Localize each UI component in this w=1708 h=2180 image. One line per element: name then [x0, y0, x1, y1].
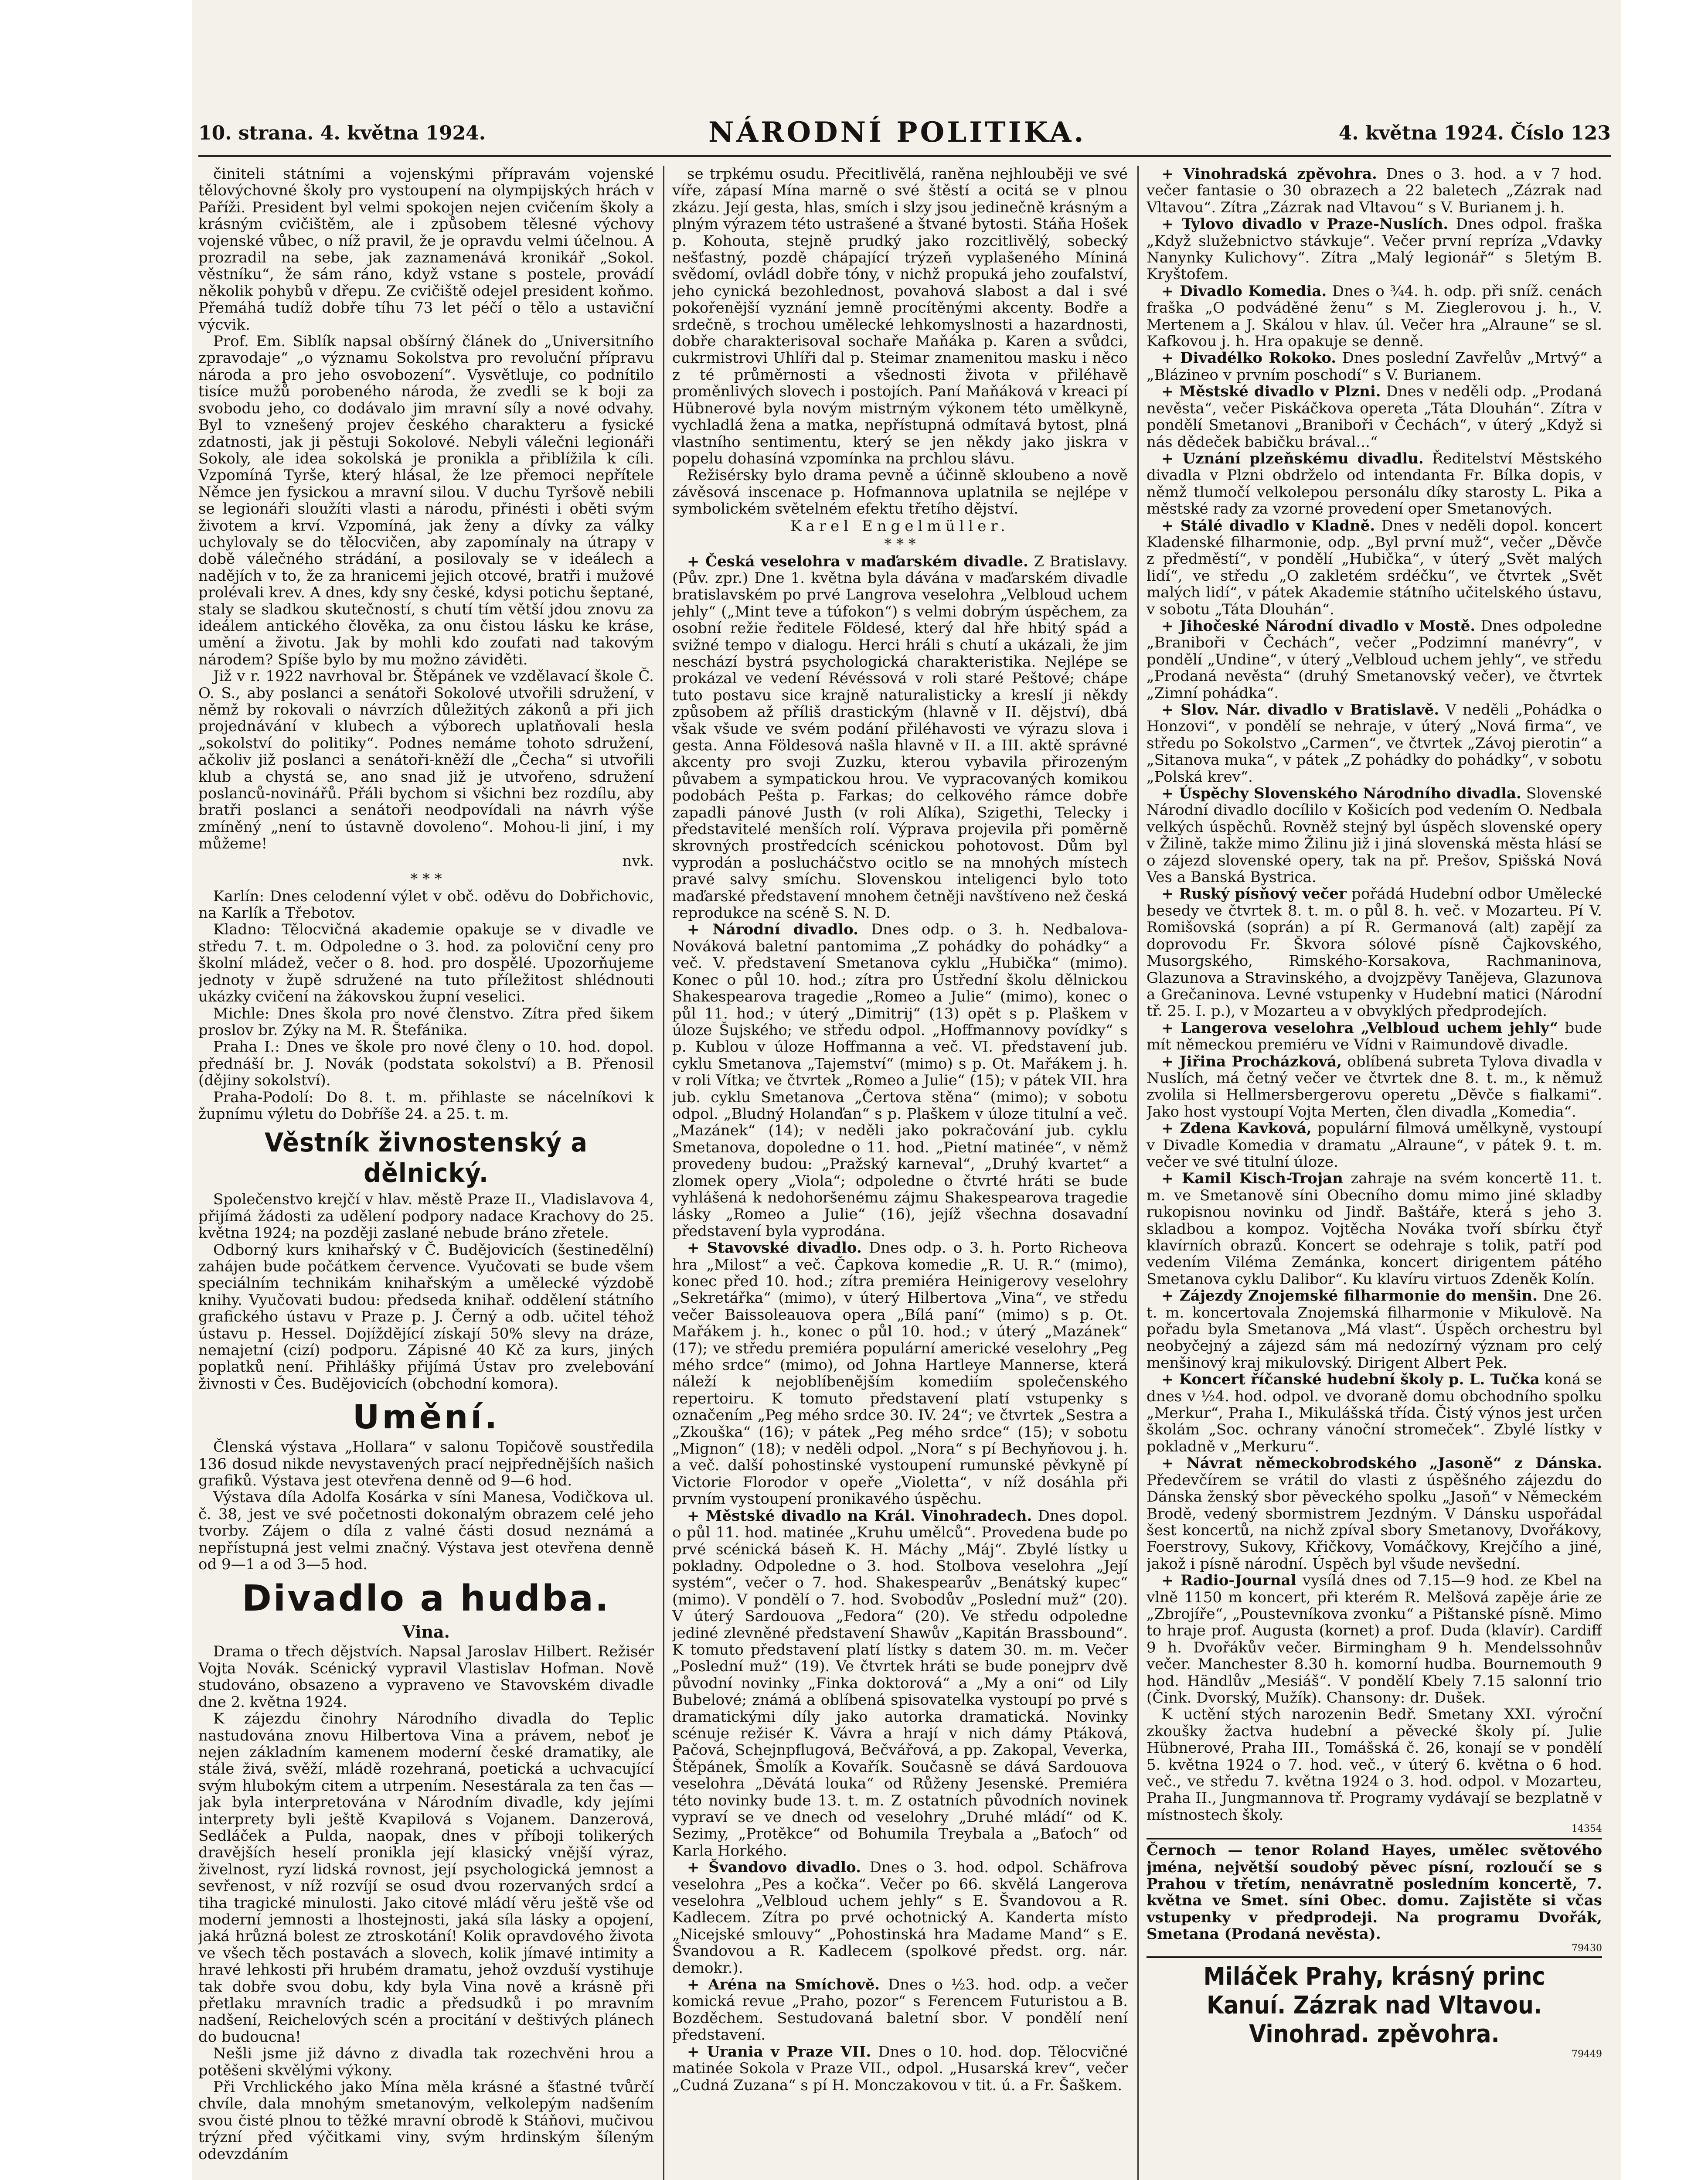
page-number-date: 10. strana. 4. května 1924.: [198, 122, 486, 144]
music-item: [1147, 1020, 1602, 1053]
item-text: Dnes odpoledne „Braniboři v Čechách“, večer „Podzimní manévry“, v pondělí „Undine“, v úterý „Velbloud uchem jehly“, ve středu „Prodaná nevěsta“ (druhý Smetanovský večer), ve čtvrtek „Zimní pohádka“.: [1147, 617, 1602, 702]
theatre-item: [1147, 166, 1602, 216]
item-text: Dnes odp. o 3. h. Porto Richeova hra „Milost“ a več. Čapkova komedie „R. U. R.“ (mimo), konec před 10. hod.; zítra premiéra Heinigerovy veselohry „Sekretářka“ (mimo), v úterý Hilbertova „Vina“, ve středu večer Baissoleauova opera „Bílá paní“ (mimo) s p. Ot. Mařákem j. h., konec o půl 10. hod.; v úterý „Mazánek“ (17); ve středu premiéra populární americké veselohry „Peg mého srdce“ (mimo), od Johna Hartleye Mannerse, která náleží k nejoblíbenějším komediím společenského repertoiru. K tomuto představení platí vstupenky s označením „Peg mého srdce 30. IV. 24“; ve čtvrtek „Sestra a „Zkouška“ (16); v pátek „Peg mého srdce“ (15); v sobotu „Mignon“ (18); v neděli odpol. „Nora“ s pí Bechyňovou j. h. a več. další pohostinské vystoupení rumunské pěvkyně pí Victorie Florodor v opeře „Violetta“, v níž dosáhla při prvním vystoupení pronikavého úspěchu.: [672, 1239, 1128, 1508]
theatre-item: [1147, 283, 1602, 350]
ad-code: 79449: [1572, 2048, 1602, 2060]
theatre-item: [672, 553, 1128, 922]
scan-margin-right: [1621, 0, 1708, 2180]
item-text: Dnes o 3. hod. a v 7 hod. večer fantasie o 30 obrazech a 22 baletech „Zázrak nad Vltavou“. Zítra „Zázrak nad Vltavou“ s V. Burianem j. h.: [1147, 166, 1602, 216]
item-heading: + Langerova veselohra „Velbloud uchem jehly“: [1161, 1019, 1558, 1037]
article-paragraph: Prof. Em. Siblík napsal obšírný článek do „Universitního zpravodaje“ „o významu Sokolstva pro revoluční přípravu národa a pro jeho osvobození“. Vysvětluje, co podnítilo tisíce mužů porobeného národa, že zvedli se k boji za svobodu jeho, co dodávalo jim mravní síly a nové odvahy. Byl to vznešený projev českého charakteru a fysické zdatnosti, jak ji pěstuji Sokolové. Nebyli válečni legionáři Sokoly, ale idea sokolská je pronikla a přiblížila k cíli. Vzpomíná Tyrše, který hlásal, že lze přemoci nepřítele Němce jen fysickou a mravní silou. V duchu Tyršově nebili se legionáři sloužíti vlasti a národu, přinésti i oběti svým životem a krví. Vzpomíná, jak ženy a dívky za války uchylovaly se do tělocvičen, aby zapomínaly na útrapy v době válečného strádání, a posilovaly se v ideálech a nadějích v to, že za hranicemi jejich otcové, bratři i mužové prolévali krev. A dnes, kdy sny české, kdysi potichu šeptané, staly se sladkou skutečností, s chutí tím větší jdou znovu za ideálem antického člověka, za onu čistou lásku ke kráse, umění a životu. Jak by mohli kdo zoufati nad takovým národem? Spíše bylo by mu možno záviděti.: [198, 333, 654, 668]
review-paragraph: se trpkému osudu. Přecitlivělá, raněna nejhlouběji ve své víře, zápasí Mína marně o své štěstí a ocitá se v plnou zkázu. Její gesta, hlas, smích i slzy jsou jedinečně krásným a plným výrazem této ustrašené a štvané bytosti. Stáňa Hošek p. Kohouta, stejně prudký jako rozcitlivělý, sobecký nešťastný, pozdě chápající trýzeň vyplašeného Míniná svědomí, ovládl dobře tóny, v nichž propuká jeho zoufalství, jeho cynická bezohlednost, povahová slabost a dal i své pokořenější vyznání jemně procítěnými akcenty. Bodře a srdečně, s trochou umělecké lehkomyslnosti a hazardnosti, dobře charakterisoval sochaře Maňáka p. Karen a svůdci, cukrmistrovi Uhlíři dal p. Steimar znamenitou masku i něco z té průměrnosti a všednosti života v přiléhavě proměnlivých slovech i postojích. Paní Maňáková v kreaci pí Hübnerové byla novým mistrným výkonem této umělkyně, vychladlá žena a matka, nepřístupná odmítavá bytost, plná vlastního sentimentu, který se jen někdy jako jiskra v popelu dohasíná vzpomínka na prchlou slávu.: [672, 166, 1128, 467]
item-heading: + Městské divadlo na Král. Vinohradech.: [687, 1507, 1032, 1525]
item-text: Dnes poslední Zavřelův „Mrtvý“ a „Blázineo v prvním poschodí“ s V. Burianem.: [1147, 349, 1602, 384]
item-text: Dnes odp. o 3. h. Nedbalova-Nováková baletní pantomima „Z pohádky do pohádky“ a več. V. představení Smetanova cyklu „Hubička“ (mimo). Konec o půl 10. hod.; zítra pro Ústřední školu dělnickou Shakespearova tragedie „Romeo a Julie“ (mimo), konec o půl 11. hod.; v úterý „Dimitrij“ (13) opět s p. Plaškem v úloze Šujského; ve středu odpol. „Hoffmannovy povídky“ s p. Kublou v úloze Hoffmanna a več. VI. představení jub. cyklu Smetanova „Tajemství“ (mimo) s p. Ot. Mařákem j. h. v roli Vítka; ve čtvrtek „Romeo a Julie“ (15); v pátek VII. hra jub. cyklu Smetanova „Čertova stěna“ (mimo); v sobotu odpol. „Bludný Holanďan“ s p. Plaškem v úloze titulní a več. „Mazánek“ (14); v neděli jako pokračování jub. cyklu Smetanova, dopoledne o 11. hod. „Pietní matinée“, v němž provedeny budou: „Pražský karneval“, „Druhý kvartet“ a zlomek opery „Viola“; odpoledne o čtvrté hráti se bude vyhlášená k nedohoršenému zájmu Shakespearova tragedie lásky „Romeo a Julie“ (16), jejíž všechna dosavadní představení byla vyprodána.: [672, 921, 1128, 1240]
item-heading: + Divadélko Rokoko.: [1161, 349, 1337, 367]
theatre-item: [1147, 785, 1602, 886]
item-heading: + Koncert říčanské hudební školy p. L. Tučka: [1161, 1371, 1540, 1389]
column-3: [1147, 166, 1602, 2180]
item-heading: + Uznání plzeňskému divadlu.: [1161, 450, 1424, 467]
sokol-notice: Praha-Podolí: Do 8. t. m. přihlaste se nácelníkovi k župnímu výletu do Dobříše 24. a 25. t. m.: [198, 1088, 654, 1123]
theatre-item: [672, 1240, 1128, 1508]
music-item: [1147, 1572, 1602, 1706]
item-heading: + Radio-Journal: [1161, 1572, 1296, 1590]
theatre-item: [672, 1859, 1128, 1976]
music-item: [1147, 886, 1602, 1019]
theatre-item: [1147, 618, 1602, 702]
section-separator: * * *: [410, 870, 442, 888]
column-2: [672, 166, 1128, 2180]
item-text: populární filmová umělkyně, vystoupí v Divadle Komedia v dramatu „Alraune“, v pátek 9. t. m. večer ve své titulní úloze.: [1147, 1120, 1602, 1171]
section-heading-vestnik: Věstník živnostenský a dělnický.: [264, 1127, 588, 1189]
section-separator: * * *: [884, 535, 916, 553]
item-heading: + Stálé divadlo v Kladně.: [1161, 517, 1375, 535]
concert-ad-text: Černoch — tenor Roland Hayes, umělec světového jména, největší soudobý pěvec písní, rozloučí se s Prahou v třetím, nenávratně posledním koncertě, 7. května ve Smet. síni Obec. domu. Zajistěte si včas vstupenky v předprodeji. Na programu Dvořák, Smetana (Prodaná nevěsta).: [1147, 1842, 1602, 1943]
theatre-item: [1147, 383, 1602, 450]
item-text: V neděli „Pohádka o Honzovi“, v pondělí se nehraje, v úterý „Nová firma“, ve středu po Sokolstvo „Carmen“, ve čtvrtek „Závoj pierotin“ a „Sitanova muka“, v pátek „Z pohádky do pohádky“, v sobotu „Polská krev“.: [1147, 701, 1602, 786]
sokol-notice: Michle: Dnes škola pro nové členstvo. Zítra před šikem proslov br. Zýky na M. R. Štefánika.: [198, 1005, 654, 1039]
review-paragraph: Drama o třech dějstvích. Napsal Jaroslav Hilbert. Režisér Vojta Novák. Scénický vypravil Vlastislav Hofman. Nově studováno, obsazeno a vypraveno ve Stavovském divadle dne 2. května 1924.: [198, 1643, 654, 1711]
ad-code: 79430: [1572, 1942, 1602, 1954]
item-text: Dnes odpol. fraška „Když služebnictvo stávkuje“. Večer první repríza „Vdavky Nanynky Kulichovy“. Zítra „Malý legionář“ s 5letým B. Kryštofem.: [1147, 215, 1602, 283]
item-heading: + Národní divadlo.: [687, 921, 859, 939]
music-item: [1147, 1120, 1602, 1170]
article-paragraph: Již v r. 1922 navrhoval br. Štěpánek ve vzdělavací škole Č. O. S., aby poslanci a senátoři Sokolové utvořili sdružení, v němž by rokovali o návrzích důležitých zákonů a při jich projednávání v klubech a výborech uplatňovali hesla „sokolství do politiky“. Podnes nemáme tohoto sdružení, ačkoliv již poslanci a senátoři-kněží dle „Čecha“ si utvořili klub a chystá se, ano snad již je utvořeno, sdružení poslanců-novinářů. Přáli bychom si všichni bez rozdílu, aby bratři poslanci a senátoři neodpovídali na návrh výše zmíněný „není to ústavně dovoleno“. Mohou-li jiní, i my můžeme!: [198, 668, 654, 853]
column-rule: [663, 166, 664, 2180]
theatre-item: [1147, 350, 1602, 383]
ad-code: 14354: [1572, 1823, 1602, 1835]
item-heading: + Úspěchy Slovenského Národního divadla.: [1161, 785, 1521, 803]
review-paragraph: Nešli jsme již dávno z divadla tak rozechvěni hrou a potěšeni skvělými výkony.: [198, 2045, 654, 2079]
item-text: bude mít německou premiéru ve Vídni v Raimundově divadle.: [1147, 1019, 1602, 1054]
trade-notice: Společenstvo krejčí v hlav. městě Praze II., Vladislavova 4, přijímá žádosti za udělení podpory nadace Krachovy do 25. května 1924; na později zaslané nebude bráno zřetele.: [198, 1191, 654, 1242]
music-item: [1147, 1288, 1602, 1371]
item-text: oblíbená subreta Tylova divadla v Nuslích, má četný večer ve čtvrtek dne 8. t. m., k němuž zvolila si Hellmersbergerovu operetu „Děvče s fialkami“. Jako host vystoupí Vojta Merten, člen divadla „Komedia“.: [1147, 1053, 1602, 1121]
item-text: Dnes dopol. o půl 11. hod. matinée „Kruhu umělců“. Provedena bude po prvé scénická báseň K. H. Máchy „Máj“. Zbylé lístky u pokladny. Odpoledne o 3. hod. Stolbova veselohra „Její systém“, večer o 7. hod. Shakespearův „Benátský kupec“ (mimo). V pondělí o 7. hod. Svobodův „Poslední muž“ (20). V úterý Sardouova „Fedora“ (20). Ve středu odpoledne jediné zlevněné představení Shawův „Kapitán Brassbound“. K tomuto představení platí lístky s datem 30. m. m. Večer „Poslední muž“ (19). Ve čtvrtek hráti se bude ponejprv dvě původní novinky „Finka doktorová“ a „My a oni“ od Lily Bubelové; známá a oblíbená spisovatelka vystoupí po prvé s dramatickými díly jako autorka dramatická. Novinky scénuje režisér K. Vávra a hrají v nich dámy Ptáková, Pačová, Schejnpflugová, Bečvářová, a pp. Zakopal, Veverka, Štěpánek, Šmolík a Kovařík. Současně se dává Sardouova veselohra „Děvátá louka“ od Růženy Jesenské. Premiéra této novinky bude 13. t. m. Z ostatních původních novinek vypraví se ve dnech od veselohry „Druhé mládí“ od K. Sezimy, „Protěkce“ od Bohumila Treybala a „Baťoch“ od Karla Horkého.: [672, 1507, 1128, 1860]
item-heading: + Švandovo divadlo.: [687, 1859, 861, 1877]
theatre-item: [1147, 450, 1602, 518]
theatre-item: [1147, 702, 1602, 785]
art-notice: Členská výstava „Hollara“ v salonu Topičově soustředila 136 dosud nikde nevystavených prací nejpřednějších našich grafiků. Výstava jest otevřena denně od 9—6 hod.: [198, 1438, 654, 1490]
music-item: [1147, 1371, 1602, 1455]
section-heading-divadlo: Divadlo a hudba.: [242, 1578, 611, 1620]
item-text: Slovenské Národní divadlo docílilo v Košicích pod vedením O. Nedbala velkých úspěchů. Rovněž stejný byl úspěch slovenské opery v Žilině, takže mimo Žilinu již i jiná slovenská města hlásí se o zájezd slovenské opery, tak na př. Prešov, Spišská Nová Ves a Banská Bystrica.: [1147, 785, 1602, 886]
item-text: Dnes v neděli dopol. koncert Kladenské filharmonie, odp. „Byl první muž“, večer „Děvče z předměstí“, v pondělí „Hubička“, v úterý „Svět malých lidí“, ve středu „O zakletém srdéčku“, ve čtvrtek „Svět malých lidí“, v pátek Akademie státního učitelského ústavu, v sobotu „Táta Dlouhán“.: [1147, 517, 1602, 618]
masthead: [198, 113, 1611, 161]
item-text: Dnes v neděli odp. „Prodaná nevěsta“, večer Piskáčkova opereta „Táta Dlouhán“. Zítra v pondělí Smetanovi „Braniboři v Čechách“, v úterý „Když si nás dědeček babičku brával...“: [1147, 383, 1602, 451]
item-heading: + Kamil Kisch-Trojan: [1161, 1170, 1343, 1188]
concert-advertisement: [1147, 1838, 1602, 1958]
trade-notice: Odborný kurs knihařský v Č. Budějovicích (šestinedělní) zahájen bude počátkem července. Vyučovati se bude všem speciálním technikám knihařským a umělecké výzdobě knihy. Vyučovati budou: předseda knihař. oddělení státního grafického ústavu v Praze p. J. Černý a odb. učitel téhož ústavu p. Hessel. Dojíždějící získají 50% slevy na dráze, nemajetní (cizí) podporu. Zápisné 40 Kč za kurs, jiných poplatků není. Přihlášky přijímá Ústav pro zvelebování živnosti v Čes. Budějovicích (obchodní komora).: [198, 1241, 654, 1393]
show-advertisement: Miláček Prahy, krásný princ Kanuí. Zázrak nad Vltavou. Vinohrad. zpěvohra.: [1203, 1962, 1545, 2048]
sokol-notice: Karlín: Dnes celodenní výlet v obč. oděvu do Dobřichovic, na Karlík a Třebotov.: [198, 887, 654, 922]
item-text: Dnes o 3. hod. odpol. Schäfrova veselohra „Pes a kočka“. Večer po 66. skvělá Langerova veselohra „Velbloud uchem jehly“ s E. Švandovou a R. Kadlecem. Zítra po prvé ochotnický A. Kanderta místo „Nicejské smlouvy“ „Pohostinská hra Madame Mand“ s E. Švandovou a R. Kadlecem (spolkové předst. org. nár. demokr.).: [672, 1859, 1128, 1977]
author-signature: Karel Engelmüller.: [790, 517, 1010, 535]
art-notice: Výstava díla Adolfa Kosárka v síni Manesa, Vodičkova ul. č. 38, jest ve své početnosti dokonalým obrazem celé jeho tvorby. Zájem o díla z valné části dosud neznámá a nepřístupná jest velmi značný. Výstava jest otevřena denně od 9—1 a od 3—5 hod.: [198, 1489, 654, 1574]
theatre-item: [1147, 216, 1602, 283]
item-text: vysílá dnes od 7.15—9 hod. ze Kbel na vlně 1150 m koncert, při kterém R. Melšová zapěje árie ze „Zbrojíře“, „Poustevníkova zvonku“ a Pištanské písně. Mimo to hraje prof. Augusta (kornet) a prof. Duda (klavír). Cardiff 9 h. Dvořákův večer. Birmingham 9 h. Mendelssohnův večer. Manchester 8.30 h. komorní hudba. Bournemouth 9 hod. Händlův „Mesiáš“. V pondělí Kbely 7.15 salonní trio (Čink. Dvorský, Mužík). Chansony: dr. Dušek.: [1147, 1572, 1602, 1707]
item-text: Dne 26. t. m. koncertovala Znojemská filharmonie v Mikulově. Na pořadu byla Smetanova „Má vlast“. Úspěch orchestru byl neobyčejný a zájezd sám má nedozírný význam pro celý menšinový kraj mikulovský. Dirigent Albert Pek.: [1147, 1287, 1602, 1372]
music-item: [1147, 1455, 1602, 1572]
item-text: Dnes o ½3. hod. odp. a večer komická revue „Praho, pozor“ s Ferencem Futuristou a B. Bozděchem. Sestudovaná baletní sbor. V pondělí není představení.: [672, 1976, 1128, 2044]
item-heading: + Aréna na Smíchově.: [687, 1976, 880, 1994]
item-heading: + Zdena Kavková,: [1161, 1120, 1312, 1138]
review-title: Vina.: [402, 1622, 450, 1642]
item-heading: + Jiřina Procházková,: [1161, 1053, 1342, 1070]
section-heading-umeni: Umění.: [352, 1397, 500, 1437]
item-text: koná se dnes v ½4. hod. odpol. ve dvoraně domu obchodního spolku „Merkur“, Praha I., Mikulášská třída. Čistý výnos jest určen školám „Soc. ochrany vánoční stromeček“. Zbylé lístky v pokladně v „Merkuru“.: [1147, 1371, 1602, 1455]
item-heading: + Divadlo Komedia.: [1161, 282, 1327, 300]
item-heading: + Jihočeské Národní divadlo v Mostě.: [1161, 617, 1476, 635]
scan-margin-left: [0, 0, 192, 2180]
sokol-notice: Kladno: Tělocvičná akademie opakuje se v divadle ve středu 7. t. m. Odpoledne o 3. hod. za poloviční ceny pro školní mládež, večer o 8. hod. pro dospělé. Upozorňujeme jednoty v župě sdružené na tuto příležitost shlédnouti ukázky cvičení na žákovskou župní veselici.: [198, 921, 654, 1006]
item-heading: + Městské divadlo v Plzni.: [1161, 383, 1381, 401]
item-heading: + Slov. Nár. divadlo v Bratislavě.: [1161, 701, 1439, 719]
item-text: Ředitelství Městského divadla v Plzni obdrželo od intendanta Fr. Bílka dopis, v němž tlumočí velkolepou personálu díky starosty L. Pika a městské rady za vzorné provedení oper Smetanových.: [1147, 450, 1602, 518]
review-paragraph: Režisérsky bylo drama pevně a účinně skloubeno a nově závěsová inscenace p. Hofmannova uplatnila se nejlépe v symbolickém světelném efektu třetího dějství.: [672, 467, 1128, 518]
column-1: [198, 166, 654, 2180]
theatre-item: [672, 921, 1128, 1240]
masthead-rule: [198, 155, 1611, 157]
issue-date-number: 4. května 1924. Číslo 123: [1338, 122, 1611, 144]
music-item: [1147, 1170, 1602, 1288]
music-item: [1147, 1053, 1602, 1121]
review-paragraph: Při Vrchlického jako Mína měla krásné a šťastné tvůrčí chvíle, dala mnohým smetanovým, velkolepým nadšením svou čisté plnou to těžké mravní obrodě k Stáňovi, mučivou trýzní před výčitkami viny, svým hrdinským šíleným odevzdáním: [198, 2078, 654, 2163]
item-text: Z Bratislavy. (Pův. zpr.) Dne 1. května byla dávána v maďarském divadle bratislavském po prvé Langrova veselohra „Velbloud uchem jehly“ („Mint teve a túfokon“) s velmi dobrým úspěchem, za osobní režie ředitele Földesé, který dal hře hbitý spád a svižné tempo v dialogu. Herci hráli s chutí a ukázali, že jim neschází bystrá psychologická charakteristika. Nejlépe se prokázal ve vedení Révéssová v roli staré Peštové; chápe tuto postavu sice krajně naturalisticky a kreslí ji někdy způsobem až příliš drastickým (hlavně v II. dějství), dbá však všude ve svém podání přiléhavosti ve výrazu slova i gesta. Anna Földesová našla hlavně v II. a III. aktě správné akcenty pro svoji Zuzku, kterou vybavila přirozeným půvabem a sympatickou hrou. Ve vypracovaných komikou podobách Pešta p. Farkas; do celkového rámce dobře zapadli pánové Justh (v roli Alíka), Szigethi, Telecky i představitelé menších rolí. Výprava projevila při poměrně skrovných prostředcích scénickou pohotovost. Dům byl vyprodán a poslucháčstvo ocitlo se na mnohých místech pravé salvy smíchu. Slovenskou inteligenci bylo toto maďarské představení mnohem četněji navštíveno než česká reprodukce na scéně S. N. D.: [672, 552, 1128, 922]
item-text: pořádá Hudební odbor Umělecké besedy ve čtvrtek 8. t. m. o půl 8. h. več. v Mozarteu. Pí V. Romišovská (soprán) a pí R. Germanová (alt) zapějí za doprovodu Fr. Škvora sólové písně Čajkovského, Musorgského, Rimského-Korsakova, Rachmaninova, Glazunova a Stravinského, a dvojzpěvy Tanějeva, Glazunova a Grečaninova. Levné vstupenky v Hudební matici (Národní tř. 25. I. p.), v Mozarteu a v obvyklých předprodejích.: [1147, 885, 1602, 1020]
item-heading: + Česká veselohra v maďarském divadle.: [687, 552, 1028, 570]
column-rule: [1137, 166, 1139, 2180]
item-text: Dnes o ¾4. h. odp. při sníž. cenách fraška „O podváděné ženu“ s M. Zieglerovou j. h., V. Mertenem a J. Skálou v hlav. úl. Večer hra „Alraune“ se sl. Kafkovou j. h. Hra opakuje se denně.: [1147, 282, 1602, 351]
classified-notice: K uctění stých narozenin Bedř. Smetany XXI. výroční zkoušky žactva hudební a pěvecké školy pí. Julie Hübnerové, Praha III., Tomášská č. 26, konají se v pondělí 5. května 1924 o 7. hod. več., v úterý 6. května o 6 hod. več., ve středu 7. května 1924 o 3. hod. odpol. v Mozarteu, Praha II., Jungmannova tř. Programy vydávají se bezplatně v místnostech školy.: [1147, 1706, 1602, 1824]
item-heading: + Urania v Praze VII.: [687, 2043, 871, 2061]
theatre-item: [672, 1976, 1128, 2044]
article-paragraph: činiteli státními a vojenskými přípravám vojenské tělovýchovné školy pro vystoupení na olympijských hrách v Paříži. President byl velmi spokojen nejen cvičením školy a krásným cvičištěm, ale i způsobem tělesné výchovy vojenské vůbec, o níž pravil, že je opravdu velmi účelnou. A prozradil na sebe, jak zaznamenává kronikář „Sokol. věstníku“, že sám ráno, když vstane s postele, provádí několik pohybů v dřepu. Ze cvičiště odejel president koňmo. Přemáhá tudíž dobře tíhu 73 let péčí o tělo a ustaviční výcvik.: [198, 166, 654, 334]
item-heading: + Vinohradská zpěvohra.: [1161, 166, 1377, 183]
item-text: zahraje na svém koncertě 11. t. m. ve Smetanově síni Obecního domu mimo jiné skladby rukopisnou novinku od Jindř. Baštáře, která s jeho 3. skladbou a kompoz. Vojtěcha Nováka tvoří sbírku čtyř klavírních obrazů. Koncert se odehraje s tolik, patří pod vedením Viléma Zemánka, koncert dirigentem pátého Smetanova cyklu Dalibor“. Ku klavíru virtuos Zdeněk Kolín.: [1147, 1170, 1602, 1288]
item-heading: + Návrat německobrodského „Jasoně“ z Dánska.: [1161, 1454, 1602, 1472]
author-signature: nvk.: [622, 852, 654, 870]
item-heading: + Tylovo divadlo v Praze-Nuslích.: [1161, 215, 1449, 233]
item-heading: + Zájezdy Znojemské filharmonie do menšin.: [1161, 1287, 1538, 1305]
theatre-item: [672, 1508, 1128, 1860]
sokol-notice: Praha I.: Dnes ve škole pro nové členy o 10. hod. dopol. přednáší br. J. Novák (podstata sokolství) a B. Přenosil (dějiny sokolství).: [198, 1038, 654, 1090]
newspaper-title: NÁRODNÍ POLITIKA.: [708, 116, 1086, 149]
theatre-item: [672, 2044, 1128, 2094]
theatre-item: [1147, 518, 1602, 618]
item-text: Předevčírem se vrátil do vlasti z úspěšného zájezdu do Dánska ženský sbor pěveckého spolku „Jasoň“ v Německém Brodě, vedený sbormistrem Jezdným. V Dánsku uspořádal šest koncertů, na nichž zpíval sbory Smetanovy, Dvořákovy, Foerstrovy, Sukovy, Křičkovy, Vomáčkovy, Krejčího a jiné, jakož i písně národní. Úspěch byl všude nevšední.: [1147, 1471, 1602, 1573]
item-heading: + Ruský písňový večer: [1161, 885, 1347, 903]
review-paragraph: K zájezdu činohry Národního divadla do Teplic nastudována znovu Hilbertova Vina a právem, neboť je nejen základním kamenem moderní české dramatiky, ale stále živá, svěží, mládě rozehraná, poetická a uchvacující svým hlubokým citem a utrpením. Nesestárala za ten čas — jak byla interpretována v Národním divadle, kdy jejími interprety byli ještě Kvapilová s Vojanem. Danzerová, Sedláček a Pulda, naopak, dnes v příboji tolikerých dravějších heselí pronikla její klasický vnější výraz, živelnost, ryzí lidská rovnost, její psychologická jemnost a sevřenost, v níž rozvíjí se osud dvou rozervaných srdcí a tiha tragické minulosti. Jako citové mládí věru ještě vše od moderní jemnosti a lhostejnosti, jaká síla lásky a opojení, jaká hrůzná bolest ze ztroskotání! Kolik opravdového života ve všech těch postavách a slovech, kolik jímavé intimity a hravé lehkosti při hrubém dramatu, jehož ovzduší vystihuje tak dobře svou dobu, kdy byla Vina nově a krásně při přetlaku mravních tradic a předsudků i po mravním nadšení, Reichelových scén a procitání v deštivých plánech do budoucna!: [198, 1710, 654, 2046]
item-text: Dnes o 10. hod. dop. Tělocvičné matinée Sokola v Praze VII., odpol. „Husarská krev“, večer „Cudná Zuzana“ s pí H. Monczakovou v tit. ú. a Fr. Šaškem.: [672, 2043, 1128, 2094]
item-heading: + Stavovské divadlo.: [687, 1239, 862, 1257]
